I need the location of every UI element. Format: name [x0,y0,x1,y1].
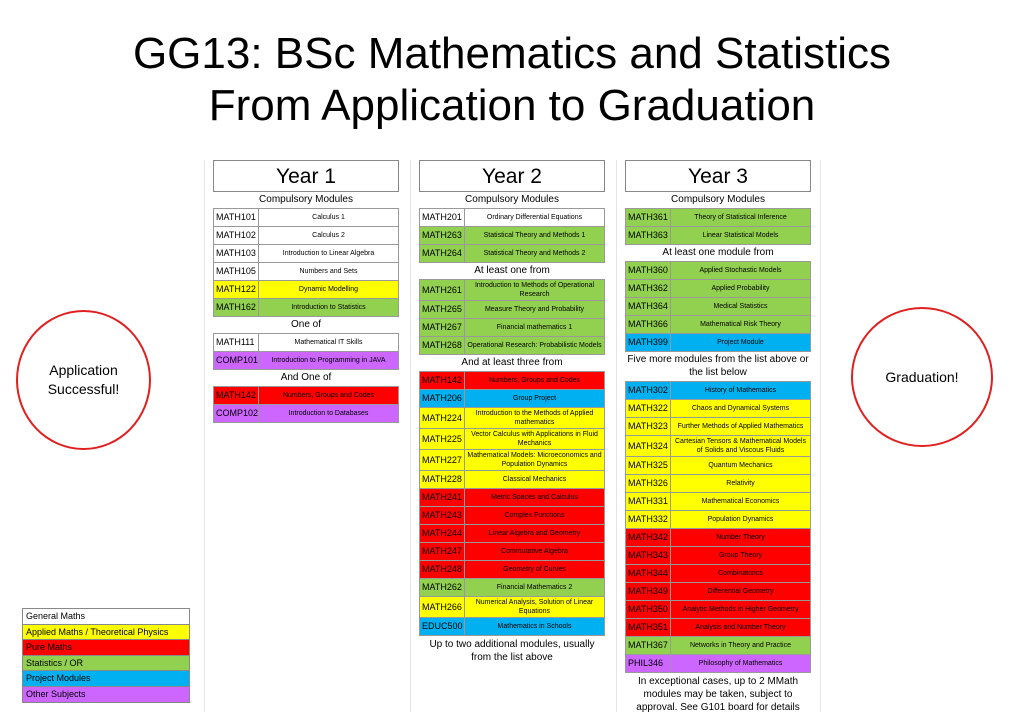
module-code: MATH325 [626,457,671,474]
module-row [419,208,605,227]
module-code: MATH122 [214,281,259,298]
module-name: Operational Research: Probabilistic Models [467,342,602,349]
group-label: One of [290,319,322,330]
module-row [419,618,605,636]
module-code: MATH265 [420,301,465,318]
module-code: MATH323 [626,418,671,435]
module-row [419,507,605,525]
application-successful-circle [16,310,151,450]
module-row [419,471,605,489]
module-row [625,418,811,436]
module-code: MATH366 [626,316,671,333]
module-code: MATH263 [420,227,465,244]
module-code: MATH262 [420,579,465,596]
module-row [625,511,811,529]
module-row [213,281,399,299]
module-name: Quantum Mechanics [708,462,773,469]
module-name: Mathematical Risk Theory [700,321,781,328]
module-name: Vector Calculus with Applications in Fluid Mechanics [471,431,598,447]
module-code: MATH228 [420,471,465,488]
module-name: Chaos and Dynamical Systems [691,405,790,412]
module-code: MATH162 [214,299,259,316]
module-code: MATH342 [626,529,671,546]
graduation-circle [851,307,993,447]
module-name: Mathematical Models: Microeconomics and Population Dynamics [467,452,602,468]
module-code: MATH302 [626,382,671,399]
module-name: Numbers, Groups and Codes [282,392,375,399]
module-name: Combinatorics [718,570,763,577]
module-row [625,457,811,475]
module-row [419,597,605,618]
module-name: History of Mathematics [704,387,777,394]
module-row [213,263,399,281]
module-code: MATH105 [214,263,259,280]
module-row [213,227,399,245]
module-name: Commutative Algebra [501,548,568,555]
module-name: Group Project [512,395,557,402]
module-row [213,386,399,405]
page-title [0,28,1024,132]
module-name: Geometry of Curves [503,566,566,573]
module-code: MATH326 [626,475,671,492]
year-2-column [419,160,605,666]
legend-item: Other Subjects [23,687,189,703]
module-row [419,227,605,245]
module-row [419,489,605,507]
module-row [625,655,811,673]
module-code: MATH142 [214,387,259,404]
module-code: MATH241 [420,489,465,506]
module-code: COMP102 [214,405,259,422]
legend-item: Statistics / OR [23,656,189,672]
module-name: Complex Functions [504,512,565,519]
module-code: MATH349 [626,583,671,600]
module-name: Group Theory [718,552,763,559]
module-code: MATH363 [626,227,671,244]
module-code: MATH142 [420,372,465,389]
module-row [419,579,605,597]
module-row [419,543,605,561]
legend-item: General Maths [23,609,189,625]
module-name: Mathematics in Schools [497,623,572,630]
legend-item: Pure Maths [23,640,189,656]
module-name: Financial mathematics 1 [496,324,573,331]
module-code: PHIL346 [626,655,671,672]
module-row [625,436,811,457]
module-row [625,475,811,493]
group-label: Compulsory Modules [671,194,765,205]
group-label: At least one from [474,265,550,276]
module-name: Introduction to Databases [288,410,369,417]
module-row [625,280,811,298]
module-code: COMP101 [214,352,259,369]
module-code: MATH247 [420,543,465,560]
module-code: MATH360 [626,262,671,279]
module-code: MATH331 [626,493,671,510]
module-row [213,299,399,317]
module-name: Dynamic Modelling [298,286,359,293]
legend-item: Applied Maths / Theoretical Physics [23,625,189,641]
module-row [625,227,811,245]
module-row [625,583,811,601]
module-code: EDUC500 [420,618,465,635]
module-row [625,547,811,565]
module-code: MATH243 [420,507,465,524]
module-row [213,245,399,263]
module-name: Further Methods of Applied Mathematics [677,423,804,430]
module-row [625,400,811,418]
module-name: Statistical Theory and Methods 1 [483,232,586,239]
module-name: Applied Stochastic Models [699,267,782,274]
module-name: Cartesian Tensors & Mathematical Models of Solids and Viscous Fluids [675,438,806,454]
module-name: Philosophy of Mathematics [698,660,783,667]
year-footer-note: In exceptional cases, up to 2 MMath modules may be taken, subject to approval. See G101 board for details [636,676,800,713]
module-code: MATH344 [626,565,671,582]
year-heading: Year 3 [625,160,811,192]
module-row [625,298,811,316]
module-code: MATH102 [214,227,259,244]
module-code: MATH324 [626,436,671,456]
module-row [625,261,811,280]
application-successful-text: Application Successful! [47,362,120,397]
module-name: Measure Theory and Probability [484,306,585,313]
module-code: MATH367 [626,637,671,654]
module-row [419,337,605,355]
module-row [213,405,399,423]
module-code: MATH364 [626,298,671,315]
module-code: MATH267 [420,319,465,336]
module-name: Statistical Theory and Methods 2 [483,250,586,257]
group-label: And One of [280,372,332,383]
module-code: MATH224 [420,408,465,428]
module-name: Linear Algebra and Geometry [488,530,581,537]
module-name: Analytic Methods in Higher Geometry [682,606,799,613]
module-name: Differential Geometry [707,588,774,595]
module-name: Introduction to Statistics [291,304,366,311]
title-line-2: From Application to Graduation [208,81,816,130]
module-code: MATH248 [420,561,465,578]
module-row [419,561,605,579]
group-label: At least one module from [662,247,774,258]
module-row [625,529,811,547]
module-code: MATH266 [420,597,465,617]
module-name: Metric Spaces and Calculus [491,494,578,501]
module-code: MATH362 [626,280,671,297]
module-name: Theory of Statistical Inference [694,214,787,221]
module-name: Introduction to Linear Algebra [282,250,375,257]
module-row [419,525,605,543]
module-code: MATH201 [420,209,465,226]
module-code: MATH361 [626,209,671,226]
module-code: MATH332 [626,511,671,528]
module-row [419,245,605,263]
legend-item: Project Modules [23,671,189,687]
module-row [419,450,605,471]
group-label: And at least three from [461,357,563,368]
module-row [419,301,605,319]
module-name: Introduction to Methods of Operational Research [474,282,595,298]
module-code: MATH264 [420,245,465,262]
module-code: MATH350 [626,601,671,618]
module-code: MATH206 [420,390,465,407]
module-row [213,208,399,227]
module-name: Relativity [726,480,755,487]
module-code: MATH351 [626,619,671,636]
module-code: MATH399 [626,334,671,351]
module-name: Analysis and Number Theory [695,624,786,631]
module-name: Linear Statistical Models [702,232,779,239]
module-code: MATH111 [214,334,259,351]
module-code: MATH268 [420,337,465,354]
year-footer-note: Up to two additional modules, usually from the list above [429,639,595,663]
group-label: Compulsory Modules [259,194,353,205]
module-row [419,319,605,337]
module-code: MATH322 [626,400,671,417]
module-name: Introduction to the Methods of Applied mathematics [475,410,594,426]
group-label: Five more modules from the list above or the list below [627,354,809,378]
color-legend [22,608,190,703]
module-name: Numerical Analysis, Solution of Linear Equations [475,599,594,615]
module-name: Numbers and Sets [299,268,358,275]
module-name: Financial Mathematics 2 [496,584,573,591]
module-name: Classical Mechanics [502,476,567,483]
module-row [625,637,811,655]
module-name: Numbers, Groups and Codes [488,377,581,384]
module-code: MATH261 [420,280,465,300]
module-row [625,208,811,227]
year-heading: Year 2 [419,160,605,192]
module-name: Calculus 1 [312,214,345,221]
module-name: Number Theory [716,534,765,541]
module-row [625,316,811,334]
year-3-column [625,160,811,716]
module-code: MATH227 [420,450,465,470]
module-row [625,565,811,583]
module-name: Ordinary Differential Equations [486,214,583,221]
module-row [213,352,399,370]
module-row [625,619,811,637]
module-row [213,333,399,352]
graduation-text: Graduation! [885,368,959,385]
module-name: Mathematical Economics [701,498,780,505]
module-name: Mathematical IT Skills [294,339,363,346]
module-name: Medical Statistics [713,303,768,310]
module-name: Applied Probability [711,285,770,292]
module-row [625,381,811,400]
module-row [419,390,605,408]
module-row [419,279,605,301]
module-row [625,601,811,619]
year-1-column [213,160,399,423]
module-name: Population Dynamics [707,516,774,523]
module-code: MATH103 [214,245,259,262]
module-name: Project Module [717,339,764,346]
module-row [625,334,811,352]
module-name: Introduction to Programming in JAVA [271,357,386,364]
year-heading: Year 1 [213,160,399,192]
module-row [625,493,811,511]
group-label: Compulsory Modules [465,194,559,205]
title-line-1: GG13: BSc Mathematics and Statistics [132,29,892,78]
module-row [419,408,605,429]
module-row [419,371,605,390]
module-code: MATH343 [626,547,671,564]
module-code: MATH225 [420,429,465,449]
module-code: MATH244 [420,525,465,542]
module-row [419,429,605,450]
module-name: Networks in Theory and Practice [689,642,792,649]
module-name: Calculus 2 [312,232,345,239]
module-code: MATH101 [214,209,259,226]
